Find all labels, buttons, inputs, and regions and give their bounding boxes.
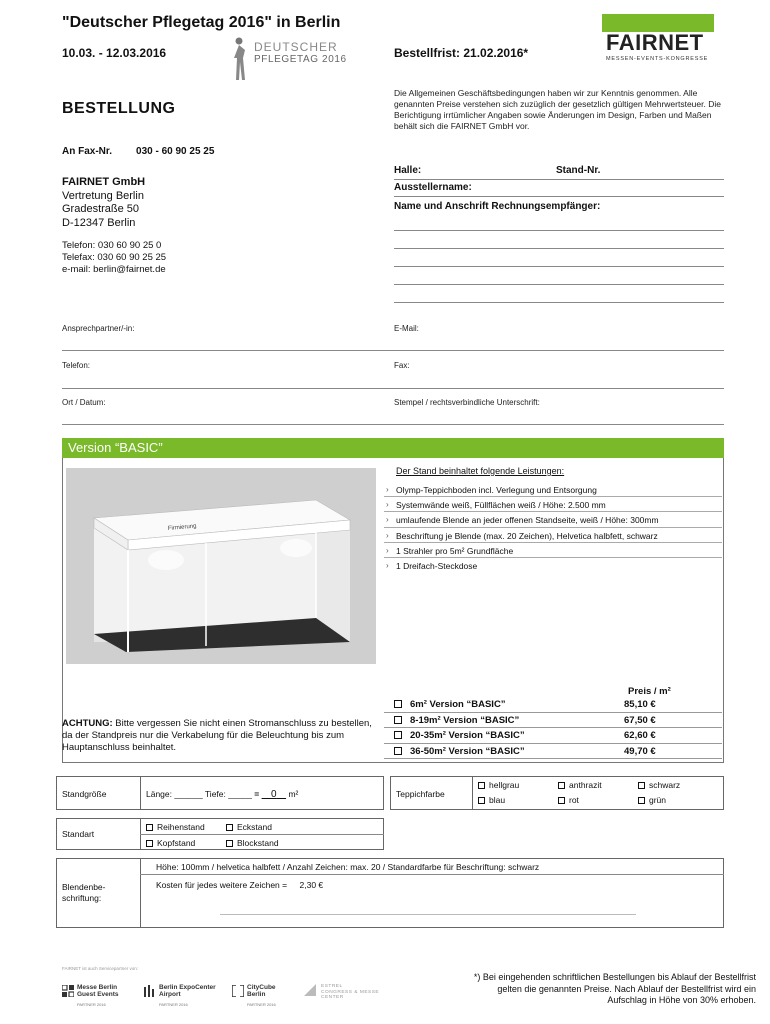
fax-line: An Fax-Nr. 030 - 60 90 25 25: [62, 146, 215, 157]
checkbox[interactable]: [146, 840, 153, 847]
expocenter-bars-icon: [144, 985, 156, 997]
invoice-line-5[interactable]: [394, 302, 724, 303]
checkbox[interactable]: [394, 731, 402, 739]
partner-logos: FAIRNET ist auch Servicepartner von: Messe Berlin Guest Events PARTNER 2016 Berlin ExpoCenter Airport PARTNER 2016 CityCube Berlin PARTNER 2016 ESTREL CONGRESS & MESSE CENTER: [62, 966, 380, 1007]
checkbox[interactable]: [394, 700, 402, 708]
checkbox[interactable]: [226, 840, 233, 847]
version-title-bar: Version “BASIC”: [62, 438, 724, 458]
contact-email-line[interactable]: [62, 350, 724, 351]
checkbox[interactable]: [394, 716, 402, 724]
carpet-color-label: Teppichfarbe: [396, 789, 445, 799]
bullet-icon: ›: [386, 560, 389, 570]
price-list: [384, 697, 722, 759]
type-option-reihenstand[interactable]: Reihenstand: [146, 822, 205, 832]
fax-label: Fax:: [394, 361, 410, 370]
page-title: "Deutscher Pflegetag 2016" in Berlin: [62, 14, 341, 31]
exhibitor-name-field[interactable]: Ausstellername:: [394, 182, 724, 197]
invoice-line-2[interactable]: [394, 248, 724, 249]
type-option-eckstand[interactable]: Eckstand: [226, 822, 272, 832]
list-item: › Beschriftung je Blende (max. 20 Zeichen), Helvetica halbfett, schwarz: [384, 528, 722, 543]
price-option-20-35[interactable]: 20-35m² Version “BASIC” 62,60 €: [384, 728, 722, 744]
checkbox[interactable]: [558, 782, 565, 789]
checkbox[interactable]: [638, 797, 645, 804]
includes-title: Der Stand beinhaltet folgende Leistungen:: [396, 466, 565, 476]
stand-size-label: Standgröße: [62, 789, 107, 799]
bullet-icon: ›: [386, 545, 389, 555]
stamp-label: Stempel / rechtsverbindliche Unterschrift:: [394, 398, 540, 407]
lettering-info: Höhe: 100mm / helvetica halbfett / Anzahl Zeichen: max. 20 / Standardfarbe für Beschriftung: schwarz: [156, 862, 540, 872]
estrel-triangle-icon: [302, 982, 318, 998]
hall-stand-row[interactable]: Halle: Stand-Nr.: [394, 165, 724, 180]
power-warning: ACHTUNG: Bitte vergessen Sie nicht einen Stromanschluss zu bestellen, da der Standpreis nur die Verkabelung für die Beleuchtung bis zum Hauptanschluss beinhaltet.: [62, 718, 372, 753]
event-logo: DEUTSCHER PFLEGETAG 2016: [230, 36, 360, 82]
price-option-6[interactable]: 6m² Version “BASIC” 85,10 €: [384, 697, 722, 713]
list-item: › 1 Dreifach-Steckdose: [386, 560, 478, 571]
phone-label: Telefon:: [62, 361, 91, 370]
color-option-hellgrau[interactable]: hellgrau: [478, 780, 519, 790]
company-address: FAIRNET GmbH Vertretung Berlin Gradestraße 50 D-12347 Berlin: [62, 176, 146, 229]
terms-text: Die Allgemeinen Geschäftsbedingungen haben wir zur Kenntnis genommen. Alle genannten Preise verstehen sich zuzüglich der gesetzlich gültigen Mehrwertsteuer. Die Berichtigung irrtümlicher Angaben sowie Änderungen im Design, Farben und Maßen behält sich die FAIRNET GmbH vor.: [394, 88, 721, 131]
price-option-8-19[interactable]: 8-19m² Version “BASIC” 67,50 €: [384, 713, 722, 729]
checkbox[interactable]: [478, 797, 485, 804]
stand-type-label: Standart: [62, 829, 95, 839]
list-item: › 1 Strahler pro 5m² Grundfläche: [384, 543, 722, 558]
figure-icon: [230, 36, 248, 82]
list-item: › Systemwände weiß, Füllflächen weiß / Höhe: 2.500 mm: [384, 497, 722, 512]
order-deadline: Bestellfrist: 21.02.2016*: [394, 46, 529, 60]
includes-list: [384, 482, 722, 573]
invoice-line-3[interactable]: [394, 266, 724, 267]
list-item: › Olymp-Teppichboden incl. Verlegung und Entsorgung: [384, 482, 722, 497]
citycube-bracket-icon: [232, 985, 244, 997]
checkbox[interactable]: [478, 782, 485, 789]
bullet-icon: ›: [386, 500, 389, 510]
messe-grid-icon: [62, 985, 74, 997]
order-heading: BESTELLUNG: [62, 100, 176, 117]
color-option-anthrazit[interactable]: anthrazit: [558, 780, 602, 790]
contact-person-label: Ansprechpartner/-in:: [62, 324, 135, 333]
checkbox[interactable]: [394, 747, 402, 755]
booth-illustration: [66, 468, 376, 664]
type-option-kopfstand[interactable]: Kopfstand: [146, 838, 195, 848]
checkbox[interactable]: [146, 824, 153, 831]
list-item: › umlaufende Blende an jeder offenen Standseite, weiß / Höhe: 300mm: [384, 512, 722, 527]
company-contact: Telefon: 030 60 90 25 0 Telefax: 030 60 90 25 25 e-mail: berlin@fairnet.de: [62, 240, 167, 275]
bullet-icon: ›: [386, 515, 389, 525]
lettering-label: Blendenbe-schriftung:: [62, 882, 106, 903]
color-option-rot[interactable]: rot: [558, 795, 579, 805]
lettering-input-line[interactable]: [220, 914, 636, 915]
footnote: *) Bei eingehenden schriftlichen Bestellungen bis Ablauf der Bestellfrist gelten die genannten Preise. Nach Ablauf der Bestellfrist wird ein Aufschlag in Höhe von 30% erhoben.: [473, 972, 756, 1005]
booth-sign-text: Firmierung: [167, 523, 197, 532]
checkbox[interactable]: [638, 782, 645, 789]
email-label: E-Mail:: [394, 324, 419, 333]
color-option-schwarz[interactable]: schwarz: [638, 780, 680, 790]
checkbox[interactable]: [226, 824, 233, 831]
place-date-label: Ort / Datum:: [62, 398, 106, 407]
invoice-line-1[interactable]: [394, 230, 724, 231]
phone-fax-line[interactable]: [62, 388, 724, 389]
color-option-blau[interactable]: blau: [478, 795, 505, 805]
bullet-icon: ›: [386, 485, 389, 494]
price-option-36-50[interactable]: 36-50m² Version “BASIC” 49,70 €: [384, 744, 722, 760]
signature-line[interactable]: [62, 424, 724, 425]
dimensions-field[interactable]: Länge: ______ Tiefe: _____ = 0 m²: [146, 789, 299, 800]
invoice-line-4[interactable]: [394, 284, 724, 285]
extra-char-cost: Kosten für jedes weitere Zeichen = 2,30 €: [156, 880, 324, 890]
checkbox[interactable]: [558, 797, 565, 804]
fairnet-logo: FAIRNET MESSEN-EVENTS-KONGRESSE: [588, 14, 722, 70]
color-option-gruen[interactable]: grün: [638, 795, 666, 805]
invoice-recipient-field[interactable]: Name und Anschrift Rechnungsempfänger:: [394, 201, 601, 212]
price-header: Preis / m²: [628, 686, 671, 697]
event-dates: 10.03. - 12.03.2016: [62, 46, 167, 60]
bullet-icon: ›: [386, 530, 389, 540]
type-option-blockstand[interactable]: Blockstand: [226, 838, 279, 848]
